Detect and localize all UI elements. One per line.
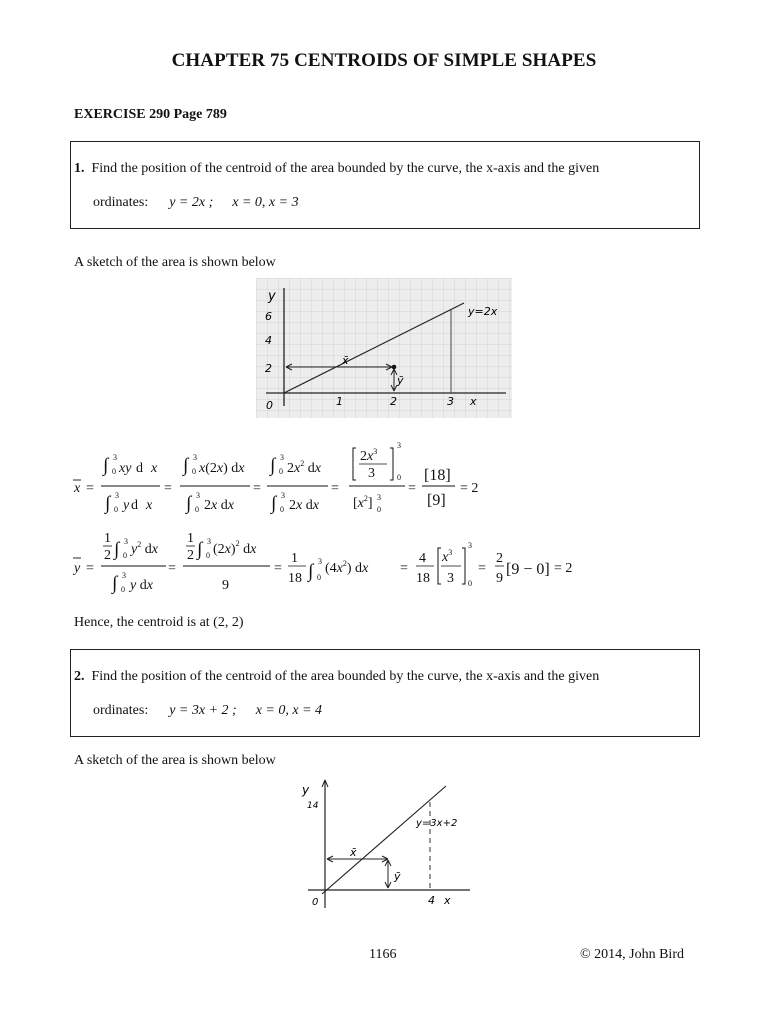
svg-text:3: 3 bbox=[196, 491, 200, 500]
svg-text:∫: ∫ bbox=[271, 493, 277, 514]
ybar-label: ȳ bbox=[397, 374, 404, 387]
svg-text:y: y bbox=[74, 561, 81, 576]
line-label: y=2x bbox=[468, 305, 498, 318]
svg-text:∫: ∫ bbox=[103, 455, 109, 476]
svg-text:xy: xy bbox=[119, 461, 132, 476]
svg-text:3: 3 bbox=[397, 441, 401, 450]
svg-text:=: = bbox=[168, 561, 176, 576]
problem-1-statement: Find the position of the centroid of the area bounded by the curve, the x-axis and the given bbox=[91, 161, 600, 176]
problem-1-number: 1. bbox=[74, 161, 85, 176]
svg-text:3: 3 bbox=[377, 493, 381, 502]
line-label: y=3x+2 bbox=[416, 818, 458, 829]
svg-text:∫: ∫ bbox=[270, 455, 276, 476]
problem-1-statement-line bbox=[74, 161, 599, 177]
x-tick-4: 4 bbox=[428, 894, 435, 907]
svg-text:2: 2 bbox=[496, 551, 503, 566]
svg-text:[18]: [18] bbox=[424, 467, 451, 484]
svg-text:0: 0 bbox=[377, 505, 381, 514]
problem-1-conclusion: Hence, the centroid is at (2, 2) bbox=[74, 615, 244, 630]
svg-text:2: 2 bbox=[187, 548, 194, 563]
svg-text:=: = bbox=[86, 481, 94, 496]
svg-text:4: 4 bbox=[419, 551, 426, 566]
svg-text:0: 0 bbox=[317, 573, 321, 582]
svg-text:9: 9 bbox=[496, 571, 503, 586]
svg-text:0: 0 bbox=[468, 579, 472, 588]
x-axis-label: x bbox=[444, 894, 451, 907]
svg-text:=: = bbox=[408, 481, 416, 496]
svg-text:x: x bbox=[151, 461, 158, 476]
svg-text:1: 1 bbox=[291, 551, 298, 566]
svg-text:∫: ∫ bbox=[183, 455, 189, 476]
y-tick-4: 4 bbox=[265, 334, 272, 347]
svg-text:2x3: $2x^3$ bbox=[360, 447, 378, 464]
svg-text:x(2x) dx: x(2x) dx bbox=[199, 461, 245, 476]
svg-text:d: d bbox=[131, 498, 138, 513]
svg-text:x: x bbox=[146, 498, 153, 513]
svg-text:3: 3 bbox=[207, 537, 211, 546]
svg-text:0: 0 bbox=[114, 505, 118, 514]
svg-text:y: y bbox=[123, 498, 130, 513]
problem-2-statement-line bbox=[74, 669, 599, 685]
page-number: 1166 bbox=[369, 947, 397, 962]
ybar-equation bbox=[70, 522, 590, 610]
svg-text:3: 3 bbox=[124, 537, 128, 546]
x-tick-3: 3 bbox=[447, 395, 454, 408]
svg-text:3: 3 bbox=[122, 571, 126, 580]
svg-text:0: 0 bbox=[195, 505, 199, 514]
svg-text:x: x bbox=[74, 481, 81, 496]
problem-2-ordinates-label: ordinates: bbox=[93, 703, 149, 718]
exercise-heading: EXERCISE 290 Page 789 bbox=[74, 107, 227, 122]
svg-text:(4x2) dx: $(4x^2)$ dx bbox=[325, 559, 369, 576]
y-tick-6: 6 bbox=[265, 310, 272, 323]
svg-text:9: 9 bbox=[222, 578, 229, 593]
xbar-label: x̄ bbox=[350, 846, 357, 859]
svg-text:=: = bbox=[478, 561, 486, 576]
svg-text:=: = bbox=[400, 561, 408, 576]
svg-text:3: 3 bbox=[281, 491, 285, 500]
svg-text:=: = bbox=[274, 561, 282, 576]
problem-1-ordinates-line bbox=[93, 195, 299, 211]
svg-text:3: 3 bbox=[115, 491, 119, 500]
svg-text:1: 1 bbox=[104, 531, 111, 546]
origin-label: 0 bbox=[312, 897, 319, 908]
svg-text:∫: ∫ bbox=[186, 493, 192, 514]
svg-text:d: d bbox=[136, 461, 143, 476]
svg-text:3: 3 bbox=[318, 557, 322, 566]
problem-2-statement: Find the position of the centroid of the area bounded by the curve, the x-axis and the given bbox=[91, 669, 600, 684]
problem-2-limits: x = 0, x = 4 bbox=[255, 703, 323, 718]
svg-text:2: 2 bbox=[104, 548, 111, 563]
y-tick-14: 14 bbox=[307, 801, 319, 811]
problem-2-number: 2. bbox=[74, 669, 85, 684]
svg-text:y dx: y dx bbox=[130, 578, 153, 593]
xbar-label: x̄ bbox=[342, 354, 349, 367]
svg-text:∫: ∫ bbox=[114, 539, 120, 560]
svg-text:∫: ∫ bbox=[112, 573, 118, 594]
problem-2-sketch bbox=[288, 772, 488, 920]
svg-text:1: 1 bbox=[187, 531, 194, 546]
svg-text:3: 3 bbox=[113, 453, 117, 462]
svg-text:[9 − 0]: [9 − 0] bbox=[506, 561, 550, 578]
svg-text:=: = bbox=[164, 481, 172, 496]
svg-text:= 2: = 2 bbox=[460, 481, 479, 496]
svg-text:3: 3 bbox=[193, 453, 197, 462]
problem-2-equation: y = 3x + 2 ; bbox=[169, 703, 237, 718]
svg-text:2x dx: 2x dx bbox=[204, 498, 234, 513]
svg-text:∫: ∫ bbox=[308, 561, 314, 582]
svg-text:3: 3 bbox=[447, 571, 454, 586]
svg-text:y2 dx: $y^2$ dx bbox=[131, 540, 158, 557]
svg-text:=: = bbox=[86, 561, 94, 576]
svg-text:3: 3 bbox=[368, 466, 375, 481]
svg-text:18: 18 bbox=[416, 571, 430, 586]
copyright: © 2014, John Bird bbox=[580, 947, 684, 962]
svg-text:=: = bbox=[253, 481, 261, 496]
problem-1-ordinates-label: ordinates: bbox=[93, 195, 149, 210]
ybar-label: ȳ bbox=[394, 870, 401, 883]
svg-text:3: 3 bbox=[468, 541, 472, 550]
svg-text:18: 18 bbox=[288, 571, 302, 586]
y-axis-label: y bbox=[302, 783, 310, 797]
problem-2-sketch-caption: A sketch of the area is shown below bbox=[74, 753, 276, 768]
svg-text:[x2]: $[x^2]$ bbox=[353, 494, 373, 511]
x-tick-1: 1 bbox=[336, 395, 343, 408]
y-tick-2: 2 bbox=[265, 362, 272, 375]
problem-1-equation: y = 2x ; bbox=[169, 195, 214, 210]
svg-text:=: = bbox=[331, 481, 339, 496]
svg-text:3: 3 bbox=[280, 453, 284, 462]
problem-2-box bbox=[70, 649, 700, 737]
svg-text:0: 0 bbox=[206, 551, 210, 560]
xbar-equation bbox=[70, 440, 590, 520]
problem-1-sketch-caption: A sketch of the area is shown below bbox=[74, 255, 276, 270]
svg-text:0: 0 bbox=[280, 505, 284, 514]
y-axis-label: y bbox=[268, 289, 276, 304]
x-tick-0: 0 bbox=[266, 399, 273, 412]
svg-text:∫: ∫ bbox=[105, 493, 111, 514]
svg-text:2x2 dx: $2x^2$ dx bbox=[287, 459, 321, 476]
svg-text:∫: ∫ bbox=[197, 539, 203, 560]
x-axis-label: x bbox=[470, 395, 477, 408]
svg-text:0: 0 bbox=[192, 467, 196, 476]
svg-text:[9]: [9] bbox=[427, 492, 446, 509]
svg-text:0: 0 bbox=[123, 551, 127, 560]
chapter-title: CHAPTER 75 CENTROIDS OF SIMPLE SHAPES bbox=[171, 50, 597, 71]
centroid-point bbox=[392, 365, 397, 370]
svg-text:= 2: = 2 bbox=[554, 561, 573, 576]
svg-text:0: 0 bbox=[279, 467, 283, 476]
x-tick-2: 2 bbox=[390, 395, 397, 408]
svg-text:0: 0 bbox=[397, 473, 401, 482]
svg-text:x3: $x^3$ bbox=[442, 548, 453, 565]
problem-1-box bbox=[70, 141, 700, 229]
problem-2-ordinates-line bbox=[93, 703, 322, 719]
svg-text:0: 0 bbox=[112, 467, 116, 476]
problem-1-limits: x = 0, x = 3 bbox=[232, 195, 299, 210]
problem-1-sketch bbox=[256, 278, 512, 418]
svg-text:(2x)2 dx: $(2x)^2$ dx bbox=[213, 539, 257, 557]
svg-text:0: 0 bbox=[121, 585, 125, 594]
svg-text:2x dx: 2x dx bbox=[289, 498, 319, 513]
